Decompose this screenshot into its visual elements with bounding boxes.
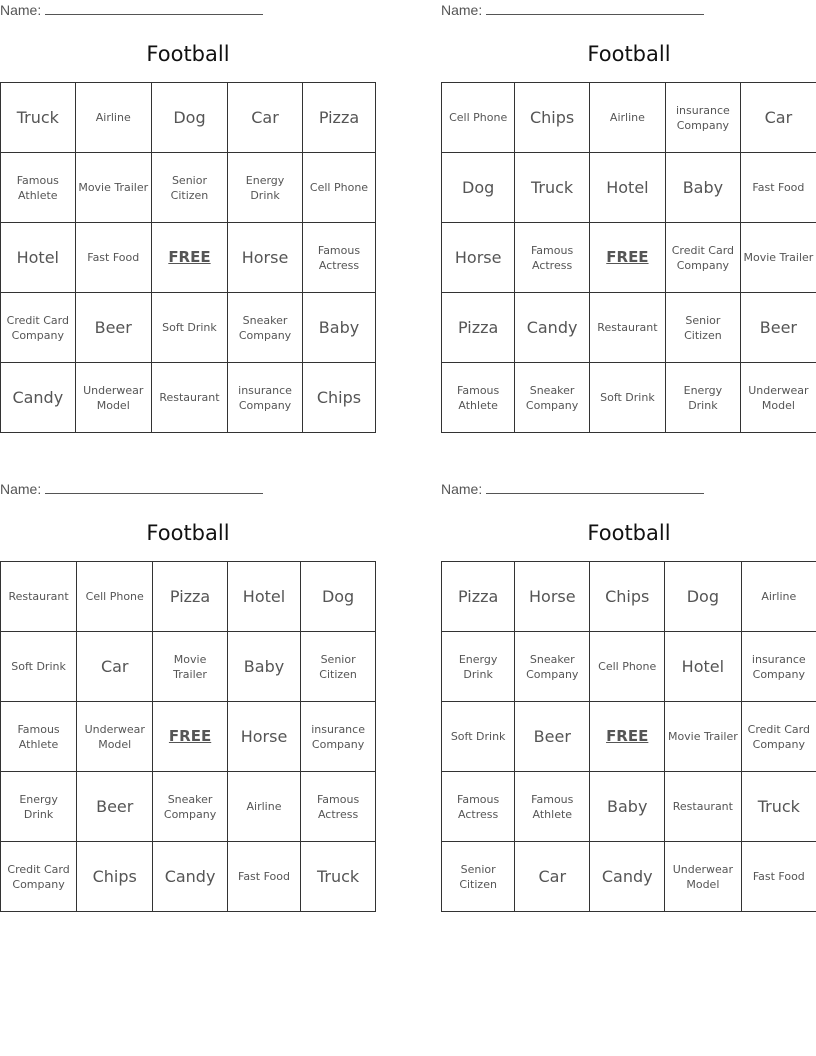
bingo-cell[interactable]: Dog [665,562,742,632]
bingo-cell[interactable]: Baby [302,293,375,363]
bingo-cell[interactable]: Energy Drink [228,153,303,223]
bingo-grid [0,561,376,912]
grid-row [442,772,816,842]
bingo-cell[interactable]: Candy [1,363,76,433]
bingo-cell[interactable]: Movie Trailer [75,153,151,223]
grid-row [1,153,376,223]
bingo-cell[interactable]: Airline [589,83,665,153]
card-title: Football [146,521,230,545]
bingo-cell[interactable]: Candy [590,842,665,912]
bingo-cell[interactable]: Pizza [153,562,228,632]
bingo-cell[interactable]: Soft Drink [442,702,515,772]
bingo-cell[interactable]: insurance Company [665,83,740,153]
bingo-cell[interactable]: Car [228,83,303,153]
bingo-cell[interactable]: Dog [301,562,376,632]
grid-row [442,842,816,912]
bingo-grid [0,82,376,433]
grid-row [1,632,376,702]
name-blank-line[interactable] [45,481,263,494]
bingo-cell[interactable]: Restaurant [1,562,77,632]
bingo-cell[interactable]: Soft Drink [1,632,77,702]
bingo-cell[interactable]: Credit Card Company [1,293,76,363]
bingo-cell[interactable]: Candy [515,293,590,363]
bingo-cell[interactable]: Fast Food [75,223,151,293]
bingo-cell[interactable]: Hotel [227,562,300,632]
bingo-cell[interactable]: Underwear Model [75,363,151,433]
name-label: Name: [441,2,483,18]
bingo-cell[interactable]: Sneaker Company [153,772,228,842]
grid-row [1,842,376,912]
bingo-card-1 [0,0,376,440]
grid-row [442,562,816,632]
bingo-cell[interactable]: Restaurant [151,363,227,433]
name-blank-line[interactable] [45,2,263,15]
bingo-cell[interactable]: Restaurant [665,772,742,842]
bingo-cell[interactable]: Hotel [589,153,665,223]
bingo-cell[interactable]: Famous Actress [301,772,376,842]
bingo-cell[interactable]: Energy Drink [1,772,77,842]
bingo-cell[interactable]: Truck [515,153,590,223]
bingo-cell[interactable]: insurance Company [228,363,303,433]
bingo-cell[interactable]: insurance Company [741,632,816,702]
bingo-cell[interactable]: Pizza [302,83,375,153]
bingo-cell[interactable]: Fast Food [227,842,300,912]
grid-row [442,223,816,293]
name-field [0,2,263,18]
bingo-cell[interactable]: Horse [442,223,515,293]
bingo-cell[interactable]: Candy [153,842,228,912]
bingo-cell[interactable]: Underwear Model [740,363,816,433]
bingo-grid [441,82,816,433]
bingo-cell[interactable]: Baby [665,153,740,223]
grid-row [1,83,376,153]
bingo-cell[interactable]: Beer [515,702,590,772]
grid-row [1,293,376,363]
bingo-cell[interactable]: Baby [590,772,665,842]
bingo-cell[interactable]: Famous Athlete [442,363,515,433]
bingo-cell[interactable]: Horse [228,223,303,293]
grid-row [442,293,816,363]
bingo-cell[interactable]: Sneaker Company [515,632,590,702]
bingo-cell[interactable]: Dog [151,83,227,153]
grid-row [442,632,816,702]
grid-row [1,223,376,293]
bingo-cell[interactable]: Famous Athlete [1,153,76,223]
bingo-cell[interactable]: Airline [227,772,300,842]
bingo-grid [441,561,816,912]
name-blank-line[interactable] [486,2,704,15]
bingo-cell[interactable]: Fast Food [740,153,816,223]
bingo-cell[interactable]: Car [77,632,153,702]
bingo-cell[interactable]: Credit Card Company [1,842,77,912]
free-space-cell[interactable]: FREE [151,223,227,293]
bingo-cell[interactable]: Fast Food [741,842,816,912]
bingo-cell[interactable]: Cell Phone [302,153,375,223]
name-blank-line[interactable] [486,481,704,494]
bingo-cell[interactable]: Horse [227,702,300,772]
bingo-cell[interactable]: Chips [77,842,153,912]
bingo-cell[interactable]: Underwear Model [665,842,742,912]
grid-row [1,363,376,433]
bingo-cell[interactable]: Underwear Model [77,702,153,772]
bingo-cell[interactable]: Sneaker Company [228,293,303,363]
bingo-cell[interactable]: Senior Citizen [301,632,376,702]
bingo-cell[interactable]: Famous Actress [302,223,375,293]
bingo-cell[interactable]: Car [515,842,590,912]
bingo-cell[interactable]: Cell Phone [442,83,515,153]
bingo-cell[interactable]: Restaurant [589,293,665,363]
bingo-cell[interactable]: Credit Card Company [741,702,816,772]
bingo-cell[interactable]: Truck [301,842,376,912]
bingo-card-3 [0,479,376,919]
grid-row [442,83,816,153]
bingo-cell[interactable]: Baby [227,632,300,702]
name-label: Name: [0,2,42,18]
bingo-cell[interactable]: Senior Citizen [151,153,227,223]
bingo-cell[interactable]: Pizza [442,562,515,632]
bingo-cell[interactable]: Cell Phone [77,562,153,632]
name-label: Name: [441,481,483,497]
bingo-cell[interactable]: Pizza [442,293,515,363]
bingo-cell[interactable]: Hotel [1,223,76,293]
bingo-card-2 [441,0,816,440]
bingo-cell[interactable]: Energy Drink [442,632,515,702]
bingo-cell[interactable]: Chips [302,363,375,433]
bingo-cell[interactable]: Beer [740,293,816,363]
bingo-cell[interactable]: Senior Citizen [665,293,740,363]
bingo-cell[interactable]: Car [740,83,816,153]
name-field [0,481,263,497]
name-field [441,481,704,497]
bingo-cell[interactable]: Airline [741,562,816,632]
bingo-cell[interactable]: Soft Drink [589,363,665,433]
name-field [441,2,704,18]
bingo-cell[interactable]: Famous Actress [442,772,515,842]
free-space-cell[interactable]: FREE [153,702,228,772]
bingo-cell[interactable]: Movie Trailer [153,632,228,702]
bingo-cell[interactable]: Senior Citizen [442,842,515,912]
grid-row [1,562,376,632]
bingo-cell[interactable]: Dog [442,153,515,223]
grid-row [442,153,816,223]
grid-row [1,702,376,772]
card-title: Football [587,521,671,545]
card-title: Football [146,42,230,66]
name-label: Name: [0,481,42,497]
bingo-cell[interactable]: insurance Company [301,702,376,772]
bingo-cell[interactable]: Chips [515,83,590,153]
bingo-cell[interactable]: Chips [590,562,665,632]
grid-row [1,772,376,842]
bingo-cell[interactable]: Sneaker Company [515,363,590,433]
bingo-cell[interactable]: Movie Trailer [740,223,816,293]
bingo-cell[interactable]: Famous Actress [515,223,590,293]
bingo-cell[interactable]: Famous Athlete [515,772,590,842]
bingo-cell[interactable]: Movie Trailer [665,702,742,772]
bingo-cell[interactable]: Cell Phone [590,632,665,702]
free-space-cell[interactable]: FREE [589,223,665,293]
grid-row [442,702,816,772]
bingo-cell[interactable]: Famous Athlete [1,702,77,772]
bingo-cell[interactable]: Airline [75,83,151,153]
free-space-cell[interactable]: FREE [590,702,665,772]
bingo-cell[interactable]: Beer [75,293,151,363]
bingo-cell[interactable]: Horse [515,562,590,632]
bingo-cell[interactable]: Beer [77,772,153,842]
bingo-cell[interactable]: Soft Drink [151,293,227,363]
card-title: Football [587,42,671,66]
bingo-cell[interactable]: Truck [1,83,76,153]
bingo-cell[interactable]: Credit Card Company [665,223,740,293]
bingo-card-4 [441,479,816,919]
grid-row [442,363,816,433]
bingo-cell[interactable]: Energy Drink [665,363,740,433]
bingo-cell[interactable]: Hotel [665,632,742,702]
bingo-cell[interactable]: Truck [741,772,816,842]
